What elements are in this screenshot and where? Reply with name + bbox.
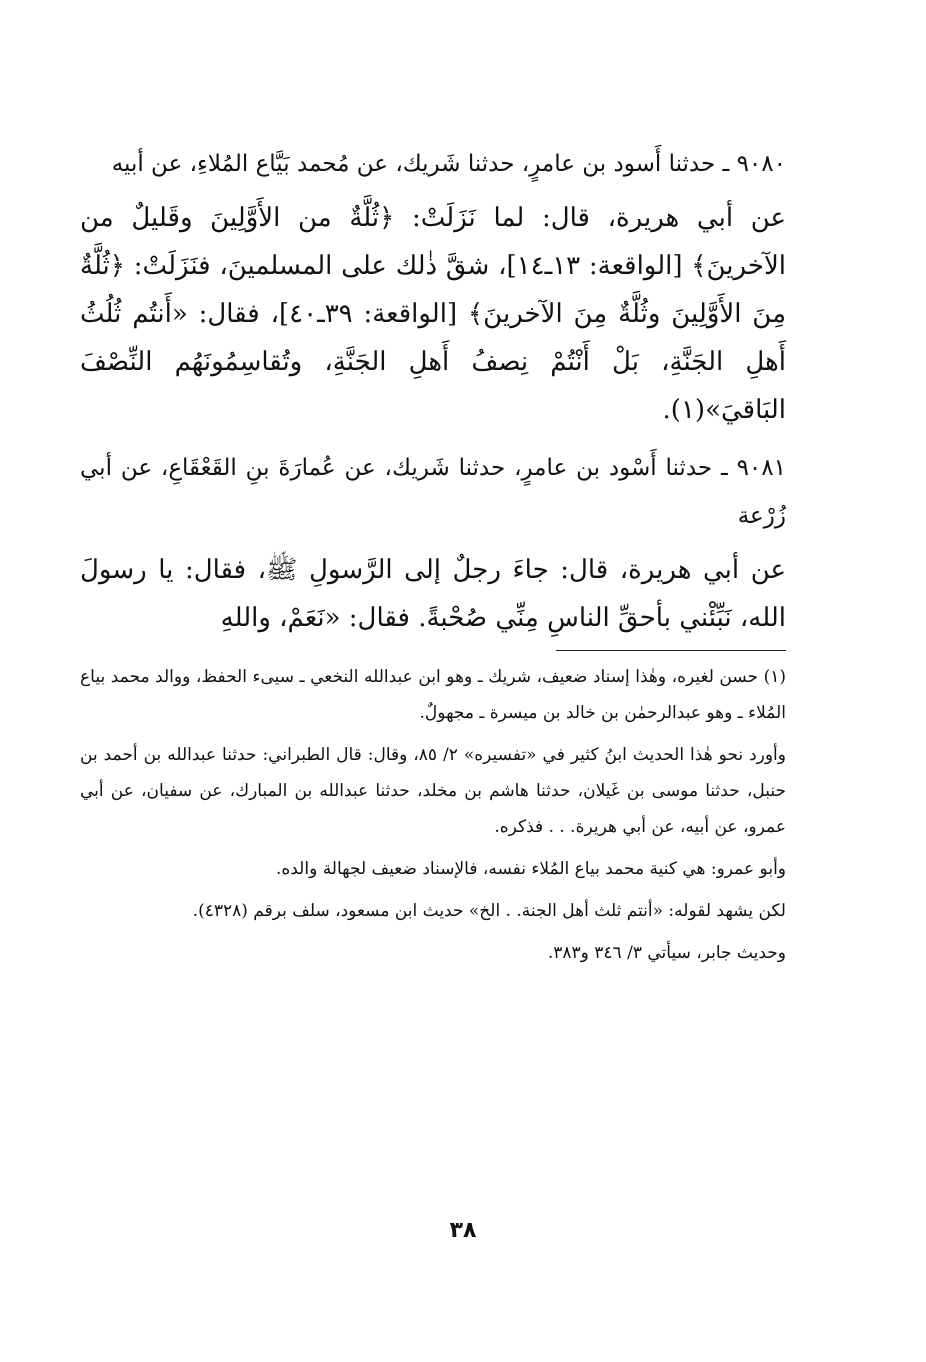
footnote-1: (١) حسن لغيره، وهٰذا إسناد ضعيف، شريك ـ وهو ابن عبدالله النخعي ـ سيىء الحفظ، ووالد محمد بياع المُلاء ـ وهو عبدالرحمٰن بن خالد بن ميسرة ـ مجهولٌ. <box>80 667 786 723</box>
hadith-9080-isnad: ٩٠٨٠ ـ حدثنا أَسود بن عامرٍ، حدثنا شَريك، عن مُحمد بَيَّاع المُلاءِ، عن أبيه <box>111 151 786 177</box>
hadith-9081-isnad: ٩٠٨١ ـ حدثنا أَسْود بن عامرٍ، حدثنا شَريك، عن عُمارَةَ بنِ القَعْقَاعِ، عن أبي زُرْعة <box>80 455 786 529</box>
hadith-9080-matn: عن أبي هريرة، قال: لما نَزَلَتْ: ﴿ثُلَّةٌ من الأَوَّلِينَ وقَليلٌ من الآخرينَ﴾ [الواقعة: ١٣ـ١٤]، شقَّ ذٰلك على المسلمينَ، فنَزَلَتْ: ﴿ثُلَّةٌ مِنَ الأَوَّلِينَ وثُلَّةٌ مِنَ الآخرينَ﴾ [الواقعة: ٣٩ـ٤٠]، فقال: «أَنتُم ثُلُثُ أَهلِ الجَنَّةِ، بَلْ أَنْتُمْ نِصفُ أَهلِ الجَنَّةِ، وتُقاسِمُونَهُم النِّصْفَ البَاقيَ»(١). <box>80 203 786 425</box>
footnote-1-jabir: وحديث جابر، سيأتي ٣/ ٣٤٦ و٣٨٣. <box>547 943 786 963</box>
page-body <box>80 140 786 977</box>
footnote-1-takhrij: وأورد نحو هٰذا الحديث ابنُ كثير في «تفسيره» ٢/ ٨٥، وقال: قال الطبراني: حدثنا عبدالله بن أحمد بن حنبل، حدثنا موسى بن غَيلان، حدثنا هاشم بن مخلد، حدثنا عبدالله بن المبارك، عن سفيان، عن أبي عمرو، عن أبيه، عن أبي هريرة. . . فذكره. <box>80 745 786 837</box>
footnote-divider <box>556 650 786 651</box>
hadith-9081-matn: عن أبي هريرة، قال: جاءَ رجلٌ إلى الرَّسولِ ﷺ، فقال: يا رسولَ الله، نَبِّئْني بأحقِّ الناسِ مِنِّي صُحْبةً. فقال: «نَعَمْ، واللهِ <box>80 555 786 633</box>
footnote-1-shahid: لكن يشهد لقوله: «أنتم ثلث أهل الجنة. . الخ» حديث ابن مسعود، سلف برقم (٤٣٢٨). <box>192 901 786 921</box>
footnote-1-note: وأبو عمرو: هي كنية محمد بياع المُلاء نفسه، فالإسناد ضعيف لجهالة والده. <box>275 859 786 879</box>
page-number: ٣٨ <box>449 1218 477 1243</box>
